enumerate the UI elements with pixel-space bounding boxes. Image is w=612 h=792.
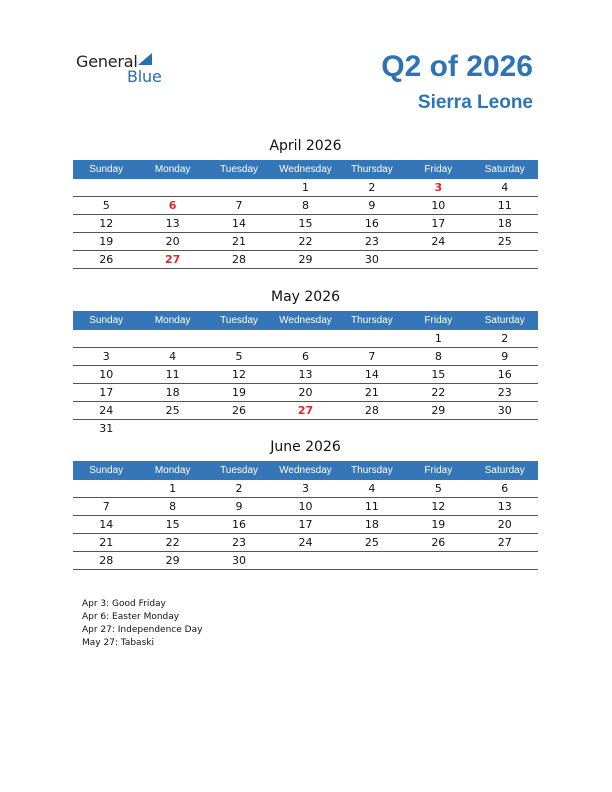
day-cell: 10 <box>99 368 114 381</box>
day-cell: 12 <box>99 217 114 230</box>
holiday-note: Apr 6: Easter Monday <box>82 612 180 622</box>
empty-cell <box>339 330 405 347</box>
week-row <box>73 516 538 534</box>
empty-cell <box>139 179 205 196</box>
month-title: June 2026 <box>270 439 341 455</box>
weekday-label: Saturday <box>484 465 525 476</box>
weekday-header <box>73 311 538 330</box>
day-cell: 15 <box>431 368 446 381</box>
week-row <box>73 366 538 384</box>
empty-cell <box>272 330 338 347</box>
week-row <box>73 480 538 498</box>
day-cell: 22 <box>165 536 180 549</box>
day-cell: 1 <box>169 482 177 495</box>
day-cell: 16 <box>364 217 379 230</box>
empty-cell <box>272 552 338 569</box>
holiday-note: May 27: Tabaski <box>82 638 154 648</box>
logo-blue-text: Blue <box>127 67 162 86</box>
day-cell: 11 <box>364 500 379 513</box>
weekday-label: Wednesday <box>279 315 332 326</box>
day-cell: 7 <box>368 350 376 363</box>
weekday-label: Wednesday <box>279 465 332 476</box>
logo-general-text: General <box>76 52 138 71</box>
week-row <box>73 197 538 215</box>
day-cell: 14 <box>99 518 114 531</box>
day-cell: 3 <box>102 350 110 363</box>
day-cell: 15 <box>165 518 180 531</box>
empty-cell <box>206 179 272 196</box>
weekday-label: Tuesday <box>220 164 259 175</box>
day-cell: 6 <box>301 350 309 363</box>
day-cell: 20 <box>165 235 180 248</box>
day-cell: 17 <box>99 386 114 399</box>
weekday-header <box>73 160 538 179</box>
logo-triangle-icon <box>138 53 152 65</box>
week-row <box>73 498 538 516</box>
day-cell: 12 <box>232 368 247 381</box>
empty-cell <box>339 552 405 569</box>
day-cell: 20 <box>298 386 313 399</box>
empty-cell <box>73 330 139 347</box>
day-cell: 16 <box>497 368 512 381</box>
day-cell: 15 <box>298 217 313 230</box>
weekday-header <box>73 461 538 480</box>
day-cell: 22 <box>431 386 446 399</box>
day-cell: 14 <box>232 217 247 230</box>
day-cell: 30 <box>497 404 512 417</box>
weekday-label: Thursday <box>351 315 393 326</box>
weekday-label: Tuesday <box>220 465 259 476</box>
day-cell: 1 <box>434 332 442 345</box>
weekday-label: Friday <box>424 315 453 326</box>
week-row <box>73 552 538 570</box>
day-cell: 18 <box>165 386 180 399</box>
month-grid <box>73 330 538 437</box>
day-cell: 8 <box>169 500 177 513</box>
day-cell: 11 <box>497 199 512 212</box>
weekday-label: Friday <box>424 465 453 476</box>
day-cell: 22 <box>298 235 313 248</box>
day-cell: 17 <box>298 518 313 531</box>
day-cell: 5 <box>235 350 243 363</box>
day-cell: 25 <box>165 404 180 417</box>
month-title: April 2026 <box>269 138 342 154</box>
day-cell: 23 <box>497 386 512 399</box>
day-cell: 30 <box>232 554 247 567</box>
day-cell: 29 <box>431 404 446 417</box>
month-grid <box>73 480 538 570</box>
day-cell: 9 <box>501 350 509 363</box>
day-cell: 9 <box>368 199 376 212</box>
week-row <box>73 534 538 552</box>
logo <box>76 52 186 92</box>
weekday-label: Sunday <box>89 315 124 326</box>
week-row <box>73 233 538 251</box>
day-cell: 21 <box>364 386 379 399</box>
month-may <box>73 289 538 437</box>
day-cell: 24 <box>298 536 313 549</box>
day-cell: 3 <box>301 482 309 495</box>
week-row <box>73 215 538 233</box>
week-row <box>73 420 538 437</box>
day-cell: 10 <box>431 199 446 212</box>
day-cell: 13 <box>497 500 512 513</box>
weekday-label: Sunday <box>89 465 124 476</box>
day-cell: 21 <box>232 235 247 248</box>
weekday-label: Thursday <box>351 465 393 476</box>
week-row <box>73 179 538 197</box>
weekday-label: Monday <box>154 465 191 476</box>
day-cell: 11 <box>165 368 180 381</box>
day-cell: 4 <box>368 482 376 495</box>
month-title: May 2026 <box>270 289 341 305</box>
empty-cell <box>139 330 205 347</box>
day-cell: 4 <box>501 181 509 194</box>
day-cell: 6 <box>501 482 509 495</box>
day-cell: 16 <box>232 518 247 531</box>
day-cell: 7 <box>235 199 243 212</box>
day-cell: 25 <box>497 235 512 248</box>
day-cell: 24 <box>99 404 114 417</box>
day-cell: 14 <box>364 368 379 381</box>
day-cell: 5 <box>434 482 442 495</box>
week-row <box>73 330 538 348</box>
empty-cell <box>472 552 538 569</box>
day-cell: 29 <box>165 554 180 567</box>
day-cell: 31 <box>99 422 114 435</box>
day-cell: 1 <box>301 181 309 194</box>
holiday-note: Apr 27: Independence Day <box>82 625 203 635</box>
day-cell: 7 <box>102 500 110 513</box>
empty-cell <box>206 420 272 437</box>
weekday-label: Sunday <box>89 164 124 175</box>
weekday-label: Saturday <box>484 164 525 175</box>
month-june <box>73 439 538 570</box>
day-cell: 21 <box>99 536 114 549</box>
week-row <box>73 251 538 269</box>
day-cell: 28 <box>232 253 247 266</box>
day-cell: 28 <box>364 404 379 417</box>
day-cell: 17 <box>431 217 446 230</box>
day-cell: 9 <box>235 500 243 513</box>
day-cell: 19 <box>99 235 114 248</box>
weekday-label: Saturday <box>484 315 525 326</box>
empty-cell <box>472 251 538 268</box>
empty-cell <box>339 420 405 437</box>
day-cell: 10 <box>298 500 313 513</box>
day-cell: 27 <box>497 536 512 549</box>
day-cell: 2 <box>368 181 376 194</box>
month-april <box>73 138 538 269</box>
day-cell: 23 <box>232 536 247 549</box>
quarter-title: Q2 of 2026 <box>381 50 533 83</box>
day-cell: 12 <box>431 500 446 513</box>
week-row <box>73 384 538 402</box>
day-cell: 18 <box>497 217 512 230</box>
weekday-label: Thursday <box>351 164 393 175</box>
empty-cell <box>405 552 471 569</box>
holiday-day-cell: 3 <box>434 181 443 194</box>
week-row <box>73 348 538 366</box>
day-cell: 26 <box>232 404 247 417</box>
weekday-label: Tuesday <box>220 315 259 326</box>
day-cell: 24 <box>431 235 446 248</box>
day-cell: 13 <box>165 217 180 230</box>
day-cell: 2 <box>501 332 509 345</box>
holiday-day-cell: 27 <box>164 253 181 266</box>
holiday-note: Apr 3: Good Friday <box>82 599 166 609</box>
holiday-day-cell: 6 <box>168 199 177 212</box>
day-cell: 19 <box>232 386 247 399</box>
day-cell: 13 <box>298 368 313 381</box>
empty-cell <box>472 420 538 437</box>
day-cell: 20 <box>497 518 512 531</box>
holiday-day-cell: 27 <box>297 404 314 417</box>
day-cell: 26 <box>99 253 114 266</box>
day-cell: 28 <box>99 554 114 567</box>
day-cell: 25 <box>364 536 379 549</box>
month-grid <box>73 179 538 269</box>
empty-cell <box>405 420 471 437</box>
day-cell: 8 <box>301 199 309 212</box>
day-cell: 19 <box>431 518 446 531</box>
day-cell: 8 <box>434 350 442 363</box>
empty-cell <box>73 480 139 497</box>
day-cell: 29 <box>298 253 313 266</box>
day-cell: 5 <box>102 199 110 212</box>
weekday-label: Monday <box>154 315 191 326</box>
day-cell: 30 <box>364 253 379 266</box>
weekday-label: Friday <box>424 164 453 175</box>
day-cell: 18 <box>364 518 379 531</box>
holiday-notes <box>82 598 202 650</box>
day-cell: 4 <box>169 350 177 363</box>
day-cell: 26 <box>431 536 446 549</box>
week-row <box>73 402 538 420</box>
day-cell: 2 <box>235 482 243 495</box>
empty-cell <box>139 420 205 437</box>
empty-cell <box>405 251 471 268</box>
empty-cell <box>272 420 338 437</box>
country-name: Sierra Leone <box>417 92 533 113</box>
day-cell: 23 <box>364 235 379 248</box>
weekday-label: Monday <box>154 164 191 175</box>
weekday-label: Wednesday <box>279 164 332 175</box>
empty-cell <box>206 330 272 347</box>
empty-cell <box>73 179 139 196</box>
